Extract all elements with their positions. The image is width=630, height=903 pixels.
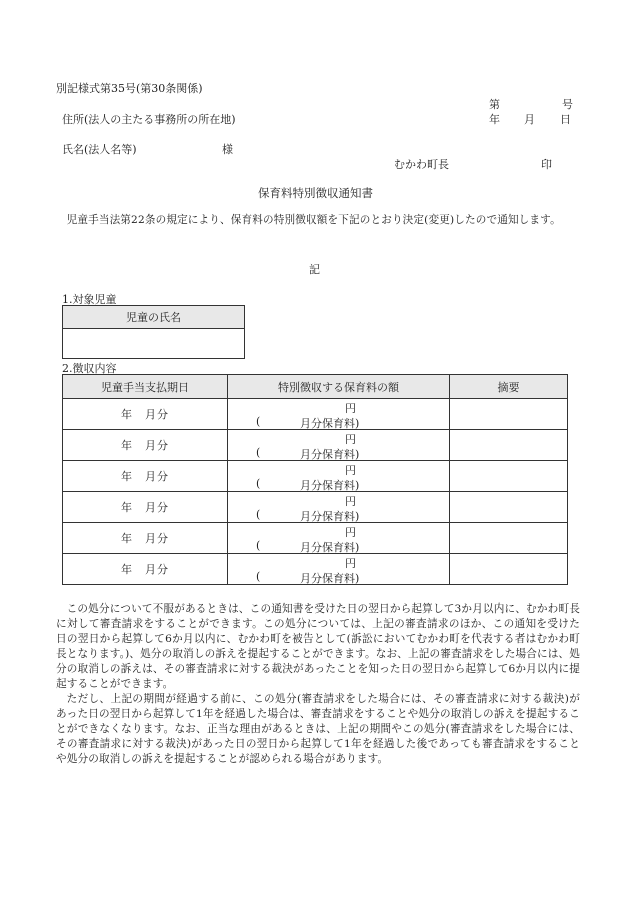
period-cell: 年 月分 bbox=[63, 399, 228, 430]
paren-open: ( bbox=[256, 477, 261, 490]
date-tsuki: 月 bbox=[524, 113, 535, 126]
number-dai: 第 bbox=[489, 98, 500, 111]
child-name-cell[interactable] bbox=[63, 329, 245, 359]
period-cell: 年 月分 bbox=[63, 430, 228, 461]
issuer: むかわ町長 bbox=[394, 158, 449, 171]
yen-unit: 円 bbox=[345, 464, 356, 477]
date-hi: 日 bbox=[560, 113, 571, 126]
remarks-cell[interactable] bbox=[450, 554, 568, 585]
section1-label: 1.対象児童 bbox=[62, 293, 117, 306]
yen-unit: 円 bbox=[345, 557, 356, 570]
document-title: 保育料特別徴収通知書 bbox=[258, 186, 373, 200]
amount-cell[interactable] bbox=[228, 554, 450, 585]
amount-cell[interactable] bbox=[228, 430, 450, 461]
remarks-cell[interactable] bbox=[450, 523, 568, 554]
monthly-fee-label: 月分保育料) bbox=[300, 417, 360, 430]
monthly-fee-label: 月分保育料) bbox=[300, 479, 360, 492]
child-name-table bbox=[62, 305, 245, 359]
table-row bbox=[63, 430, 568, 461]
appeal-notice bbox=[56, 602, 580, 767]
ki-label: 記 bbox=[309, 263, 320, 276]
monthly-fee-label: 月分保育料) bbox=[300, 572, 360, 585]
paren-open: ( bbox=[256, 508, 261, 521]
notice-paragraph-2: ただし、上記の期間が経過する前に、この処分(審査請求をした場合には、その審査請求に対する裁決)があった日の翌日から起算して1年を経過した場合は、審査請求をすることや処分の取消しの訴えを提起することができなくなります。なお、正当な理由があるときは、上記の期間やこの処分(審査請求をした場合には、その審査請求に対する裁決)があった日の翌日から起算して1年を経過した後であっても審査請求をすることや処分の取消しの訴えを提起することが認められる場合があります。 bbox=[56, 693, 580, 765]
date-nen: 年 bbox=[489, 113, 500, 126]
table-row bbox=[63, 492, 568, 523]
table-row bbox=[63, 399, 568, 430]
collection-table bbox=[62, 374, 568, 585]
yen-unit: 円 bbox=[345, 433, 356, 446]
table-row bbox=[63, 554, 568, 585]
period-cell: 年 月分 bbox=[63, 554, 228, 585]
yen-unit: 円 bbox=[345, 402, 356, 415]
remarks-cell[interactable] bbox=[450, 399, 568, 430]
paren-open: ( bbox=[256, 539, 261, 552]
notice-paragraph-1: この処分について不服があるときは、この通知書を受けた日の翌日から起算して3か月以内に、むかわ町長に対して審査請求をすることができます。この処分については、上記の審査請求のほか、この通知を受けた日の翌日から起算して6か月以内に、むかわ町を被告として(訴訟においてむかわ町を代表する者はむかわ町長となります。)、処分の取消しの訴えを提起することができます。なお、上記の審査請求をした場合には、処分の取消しの訴えは、その審査請求に対する裁決があったことを知った日の翌日から起算して6か月以内に提起することができます。 bbox=[56, 603, 580, 690]
paren-open: ( bbox=[256, 570, 261, 583]
address-label: 住所(法人の主たる事務所の所在地) bbox=[62, 113, 236, 126]
child-name-header: 児童の氏名 bbox=[63, 306, 245, 329]
monthly-fee-label: 月分保育料) bbox=[300, 541, 360, 554]
remarks-cell[interactable] bbox=[450, 461, 568, 492]
number-go: 号 bbox=[562, 98, 573, 111]
period-cell: 年 月分 bbox=[63, 523, 228, 554]
intro-text: 児童手当法第22条の規定により、保育料の特別徴収額を下記のとおり決定(変更)したので通知します。 bbox=[66, 214, 561, 226]
paren-open: ( bbox=[256, 446, 261, 459]
yen-unit: 円 bbox=[345, 495, 356, 508]
table-row bbox=[63, 523, 568, 554]
intro-paragraph bbox=[56, 213, 580, 228]
form-number: 別記様式第35号(第30条関係) bbox=[56, 82, 203, 95]
period-cell: 年 月分 bbox=[63, 492, 228, 523]
period-cell: 年 月分 bbox=[63, 461, 228, 492]
monthly-fee-label: 月分保育料) bbox=[300, 510, 360, 523]
amount-cell[interactable] bbox=[228, 399, 450, 430]
name-label: 氏名(法人名等) bbox=[62, 143, 137, 156]
sama-label: 様 bbox=[222, 143, 233, 156]
table-row bbox=[63, 461, 568, 492]
col-header-payment-date: 児童手当支払期日 bbox=[63, 375, 228, 399]
amount-cell[interactable] bbox=[228, 523, 450, 554]
col-header-amount: 特別徴収する保育料の額 bbox=[228, 375, 450, 399]
yen-unit: 円 bbox=[345, 526, 356, 539]
section2-label: 2.徴収内容 bbox=[62, 362, 117, 375]
amount-cell[interactable] bbox=[228, 461, 450, 492]
paren-open: ( bbox=[256, 415, 261, 428]
amount-cell[interactable] bbox=[228, 492, 450, 523]
seal-mark: 印 bbox=[541, 158, 552, 171]
remarks-cell[interactable] bbox=[450, 430, 568, 461]
remarks-cell[interactable] bbox=[450, 492, 568, 523]
monthly-fee-label: 月分保育料) bbox=[300, 448, 360, 461]
col-header-remarks: 摘要 bbox=[450, 375, 568, 399]
